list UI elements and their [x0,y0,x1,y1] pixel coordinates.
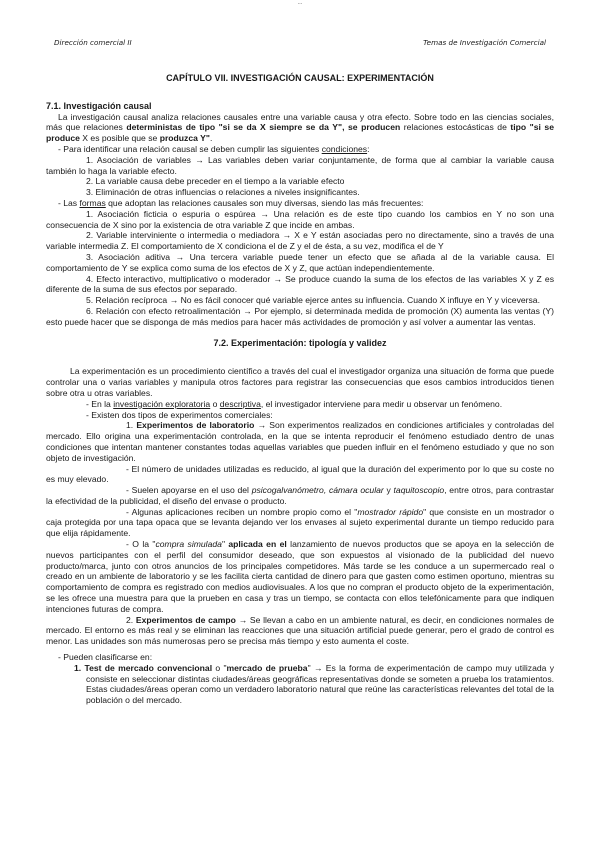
page-body [46,73,554,706]
paragraph: - Las formas que adoptan las relaciones causales son muy diversas, siendo las más frecuentes: [58,197,424,208]
list-item: 1. Asociación de variables → Las variables deben variar conjuntamente, de forma que al cambiar la variable causa también lo haga la variable efecto. [46,154,554,176]
list-item: 1. Experimentos de laboratorio → Son experimentos realizados en condiciones artificiales y controladas del mercado. Ello origina una experimentación controlada, en la que se intenta reproducir el fenómeno estudiado dentro de unas condiciones que intentan mantener constantes todas aquellas variables que pueden influir en el fenómeno estudiado y que no son objeto de investigación. [46,420,554,463]
list-item: 3. Eliminación de otras influencias o relaciones a niveles insignificantes. [86,187,360,198]
paragraph: - En la investigación exploratoria o descriptiva, el investigador interviene para medir u observar un fenómeno. [86,398,503,409]
list-item: 1. Test de mercado convencional o "mercado de prueba" → Es la forma de experimentación de campo muy utilizada y consiste en seleccionar distintas ciudades/áreas geográficas representativas donde se someten a prueba los tratamientos. Estas ciudades/áreas operan como un verdadero laboratorio natural que reúne las características relevantes del total de la población o del mercado. [74,662,555,706]
list-item: - Suelen apoyarse en el uso del psicogalvanómetro, cámara ocular y taquitoscopio, entre otros, para contrastar la efectividad de la publicidad, el diseño del envase o producto. [46,485,555,506]
section-heading-7-1: 7.1. Investigación causal [46,100,152,111]
list-item: 2. La variable causa debe preceder en el tiempo a la variable efecto [86,176,345,187]
chapter-title: CAPÍTULO VII. INVESTIGACIÓN CAUSAL: EXPERIMENTACIÓN [166,73,434,83]
header-topic-title: Temas de Investigación Comercial [423,38,546,47]
paragraph: La investigación causal analiza relaciones causales entre una variable causa y otra efecto. Sobre todo en las ciencias sociales, más que relaciones deterministas de tipo "si se da X siempre se da Y", se producen relaciones estocásticas de tipo "si se produce X es posible que se produzca Y". [46,111,554,144]
list-item: 2. Variable interviniente o intermedia o mediadora → X e Y están asociadas pero no directamente, sino a través de una variable intermedia Z. El comportamiento de X condiciona el de Z y el de ésta, a su vez, modifica el de Y [46,230,554,252]
paragraph: La experimentación es un procedimiento científico a través del cual el investigador organiza una situación de forma que puede controlar una o varias variables y manipula otros factores para registrar las consecuencias que esos cambios introducidos tienen sobre otra u otras variables. [46,366,554,398]
header-course-title: Dirección comercial II [54,38,132,47]
paragraph: - Pueden clasificarse en: [58,652,153,663]
paragraph: - Existen dos tipos de experimentos comerciales: [86,409,273,420]
list-item: 2. Experimentos de campo → Se llevan a cabo en un ambiente natural, es decir, en condiciones normales de mercado. El entorno es más real y se eliminan las reacciones que una situación artificial puede generar, pero el grado de control es menor. Las unidades son más numerosas pero se precisa más tiempo y esto aumenta el coste. [46,614,554,647]
paragraph: - Para identificar una relación causal se deben cumplir las siguientes condiciones: [58,143,370,154]
list-item: - Algunas aplicaciones reciben un nombre propio como el "mostrador rápido" que consiste en un mostrador o caja protegida por una tapa opaca que se levanta dejando ver los envases al sujeto experimental durante un tiempo reducido para que elija rápidamente. [46,506,554,539]
list-item: - El número de unidades utilizadas es reducido, al igual que la duración del experimento por lo que su coste no es muy elevado. [46,463,554,485]
list-item: 4. Efecto interactivo, multiplicativo o moderador → Se produce cuando la suma de los efectos de las variables X y Z es diferente de la suma de sus efectos por separado. [46,273,554,295]
list-item: 3. Asociación aditiva → Una tercera variable puede tener un efecto que se añada al de la variable causa. El comportamiento de Y se explica como suma de los efectos de X y Z, que actúan independientemente. [46,251,554,273]
list-item: - O la "compra simulada" aplicada en el lanzamiento de nuevos productos que se apoya en la selección de nuevos participantes con el perfil del consumidor deseado, que son expuestos al visionado de la publicidad del nuevo producto/marca, junto con otros anuncios de los principales competidores. Más tarde se les conduce a un supermercado real o creado en un ambiente de laboratorio y se les facilita cierta cantidad de dinero para que gasten como estimen oportuno, mientras su comportamiento de compra es registrado con medios audiovisuales. A los que no compran el producto objeto de la experimentación, se les ofrece una muestra para que la prueben en casa y tras un tiempo, se contacta con ellos telefónicamente para que indiquen intenciones futuras de compra. [46,539,554,614]
section-heading-7-2: 7.2. Experimentación: tipología y validez [213,337,387,348]
list-item: 5. Relación recíproca → No es fácil conocer qué variable ejerce antes su influencia. Cuando X influye en Y y viceversa. [86,295,540,306]
list-item: 6. Relación con efecto retroalimentación → Por ejemplo, si determinada medida de promoción (X) aumenta las ventas (Y) esto puede hacer que se disponga de más medios para hacer más actividades de promoción y así volver a aumentar las ventas. [46,305,554,327]
page-top-mark: ... [297,0,303,6]
list-item: 1. Asociación ficticia o espuria o espúrea → Una relación es de este tipo cuando los cambios en Y no son una consecuencia de X sino por la existencia de otra variable Z que incide en ambas. [46,208,554,230]
